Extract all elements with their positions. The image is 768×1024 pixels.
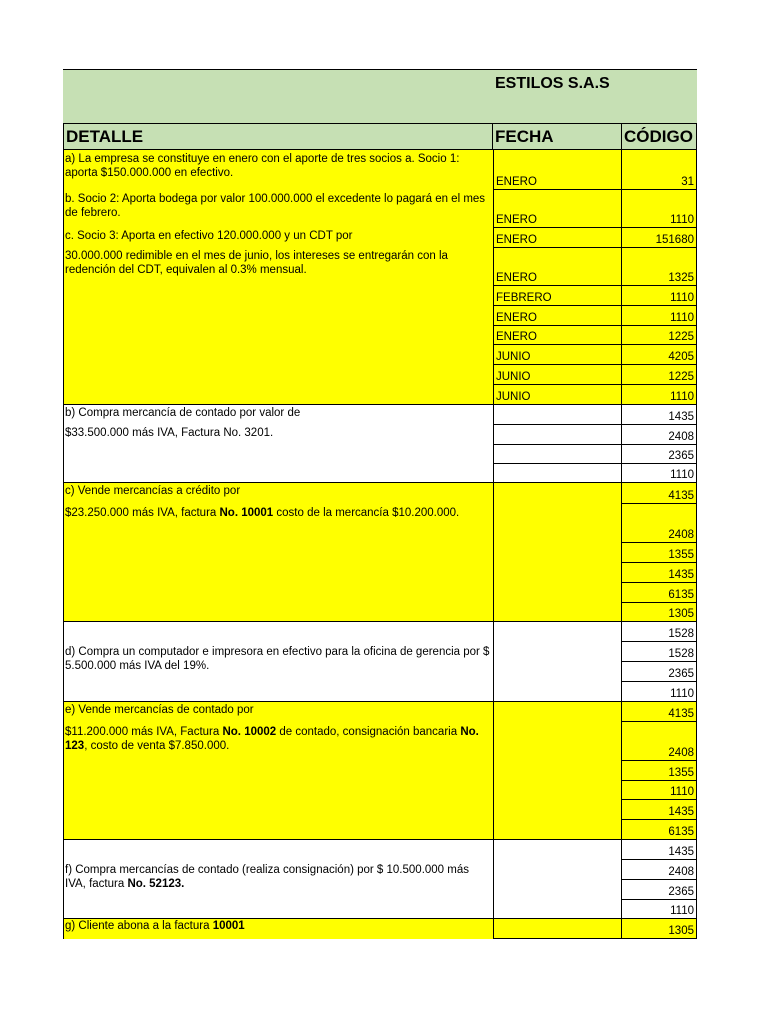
- detail-f[interactable]: [63, 840, 493, 919]
- codigo-a-1[interactable]: 31: [622, 150, 697, 190]
- detail-a-line-4: 30.000.000 redimible en el mes de junio, los intereses se entregarán con la redención del CDT, equivalen al 0.3% mensual.: [65, 250, 448, 276]
- detail-g[interactable]: [63, 919, 493, 939]
- fecha-a-6[interactable]: ENERO: [493, 306, 622, 326]
- codigo-c-2[interactable]: 2408: [622, 504, 697, 543]
- codigo-c-1[interactable]: 4135: [622, 483, 697, 504]
- fecha-a-8[interactable]: JUNIO: [493, 345, 622, 365]
- codigo-e-2[interactable]: 2408: [622, 722, 697, 761]
- detail-c-line-2: [65, 507, 491, 521]
- codigo-f-3[interactable]: 2365: [622, 880, 697, 900]
- detail-e-text-c: , costo de venta $7.850.000.: [84, 739, 230, 752]
- fecha-d[interactable]: [493, 622, 622, 702]
- detail-c-line-1: c) Vende mercancías a crédito por: [65, 485, 241, 497]
- fecha-a-1[interactable]: ENERO: [493, 150, 622, 190]
- detail-a[interactable]: [63, 150, 493, 405]
- fecha-a-2[interactable]: ENERO: [493, 190, 622, 228]
- codigo-e-4[interactable]: 1110: [622, 781, 697, 800]
- fecha-a-4[interactable]: ENERO: [493, 248, 622, 286]
- codigo-a-6[interactable]: 1110: [622, 306, 697, 326]
- detail-c-text-b: costo de la mercancía $10.200.000.: [273, 507, 460, 519]
- codigo-a-5[interactable]: 1110: [622, 286, 697, 306]
- detail-f-text-a: f) Compra mercancías de contado (realiza consignación) por $ 10.500.000 más IVA, factura: [65, 864, 469, 890]
- header-detalle[interactable]: DETALLE: [63, 123, 493, 150]
- codigo-a-3[interactable]: 151680: [622, 228, 697, 248]
- detail-g-invoice: 10001: [212, 920, 245, 932]
- detail-c[interactable]: [63, 483, 493, 622]
- fecha-g[interactable]: [493, 919, 622, 939]
- codigo-e-1[interactable]: 4135: [622, 702, 697, 722]
- detail-c-text-a: $23.250.000 más IVA, factura: [65, 507, 220, 519]
- codigo-c-3[interactable]: 1355: [622, 543, 697, 563]
- detail-b-line-1: b) Compra mercancía de contado por valor de: [65, 407, 301, 419]
- fecha-a-10[interactable]: JUNIO: [493, 385, 622, 405]
- codigo-c-4[interactable]: 1435: [622, 563, 697, 583]
- detail-e-line-2: [65, 726, 491, 753]
- detail-e[interactable]: [63, 702, 493, 840]
- codigo-b-3[interactable]: 2365: [622, 445, 697, 464]
- detail-a-line-3: c. Socio 3: Aporta en efectivo 120.000.000 y un CDT por: [65, 230, 353, 242]
- detail-f-line-1: [65, 864, 491, 891]
- detail-d[interactable]: [63, 622, 493, 702]
- codigo-f-1[interactable]: 1435: [622, 840, 697, 860]
- detail-b-line-2: $33.500.000 más IVA, Factura No. 3201.: [65, 427, 274, 439]
- codigo-a-9[interactable]: 1225: [622, 365, 697, 385]
- codigo-d-2[interactable]: 1528: [622, 642, 697, 662]
- fecha-b-3[interactable]: [493, 445, 622, 464]
- detail-a-line-1: a) La empresa se constituye en enero con el aporte de tres socios a. Socio 1: aporta $150.000.000 en efectivo.: [65, 153, 460, 179]
- codigo-c-5[interactable]: 6135: [622, 583, 697, 603]
- fecha-e[interactable]: [493, 702, 622, 840]
- detail-a-line-2: b. Socio 2: Aporta bodega por valor 100.000.000 el excedente lo pagará en el mes de febrero.: [65, 193, 486, 219]
- codigo-e-5[interactable]: 1435: [622, 800, 697, 820]
- detail-e-text-b: de contado, consignación bancaria: [276, 726, 461, 738]
- fecha-a-9[interactable]: JUNIO: [493, 365, 622, 385]
- detail-g-text-a: g) Cliente abona a la factura: [65, 920, 213, 932]
- fecha-a-5[interactable]: FEBRERO: [493, 286, 622, 306]
- codigo-c-6[interactable]: 1305: [622, 603, 697, 622]
- fecha-a-3[interactable]: ENERO: [493, 228, 622, 248]
- codigo-d-4[interactable]: 1110: [622, 682, 697, 702]
- codigo-a-8[interactable]: 4205: [622, 345, 697, 365]
- codigo-b-1[interactable]: 1435: [622, 405, 697, 425]
- codigo-f-2[interactable]: 2408: [622, 860, 697, 880]
- detail-b[interactable]: [63, 405, 493, 483]
- title-band: [63, 69, 697, 123]
- header-fecha[interactable]: FECHA: [493, 123, 622, 150]
- detail-c-invoice: No. 10001: [219, 507, 274, 519]
- codigo-e-3[interactable]: 1355: [622, 761, 697, 781]
- codigo-a-4[interactable]: 1325: [622, 248, 697, 286]
- codigo-d-3[interactable]: 2365: [622, 662, 697, 682]
- fecha-f[interactable]: [493, 840, 622, 919]
- codigo-a-10[interactable]: 1110: [622, 385, 697, 405]
- detail-e-deposit: No. 123: [65, 726, 479, 752]
- detail-g-line-1: [65, 920, 491, 934]
- detail-e-invoice: No. 10002: [222, 726, 277, 738]
- fecha-b-4[interactable]: [493, 464, 622, 483]
- detail-e-text-a: $11.200.000 más IVA, Factura: [65, 726, 223, 738]
- codigo-d-1[interactable]: 1528: [622, 622, 697, 642]
- codigo-e-6[interactable]: 6135: [622, 820, 697, 840]
- detail-f-invoice: No. 52123.: [127, 877, 185, 890]
- codigo-f-4[interactable]: 1110: [622, 900, 697, 919]
- codigo-a-7[interactable]: 1225: [622, 326, 697, 345]
- fecha-a-7[interactable]: ENERO: [493, 326, 622, 345]
- fecha-b-2[interactable]: [493, 425, 622, 445]
- codigo-a-2[interactable]: 1110: [622, 190, 697, 228]
- codigo-g-1[interactable]: 1305: [622, 919, 697, 939]
- company-title: ESTILOS S.A.S: [495, 75, 610, 92]
- fecha-b-1[interactable]: [493, 405, 622, 425]
- header-codigo[interactable]: CÓDIGO: [622, 123, 697, 150]
- detail-e-line-1: e) Vende mercancías de contado por: [65, 704, 254, 716]
- fecha-c[interactable]: [493, 483, 622, 622]
- codigo-b-2[interactable]: 2408: [622, 425, 697, 445]
- detail-d-line-1: d) Compra un computador e impresora en efectivo para la oficina de gerencia por $ 5.500.000 más IVA del 19%.: [65, 646, 490, 672]
- codigo-b-4[interactable]: 1110: [622, 464, 697, 483]
